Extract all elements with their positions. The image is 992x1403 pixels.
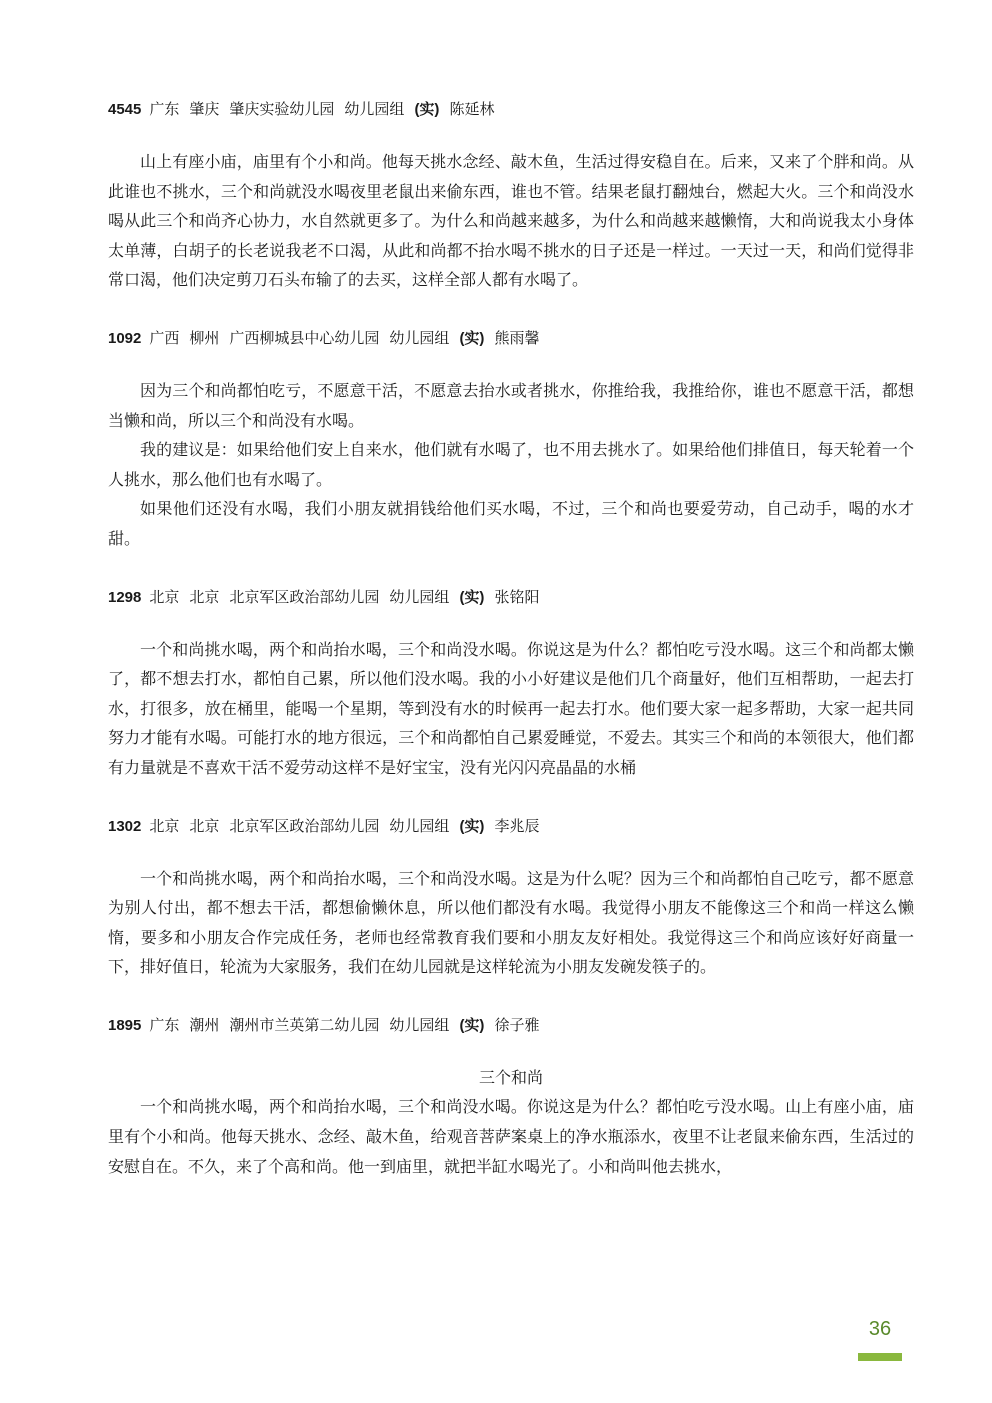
entry-paragraph: 山上有座小庙，庙里有个小和尚。他每天挑水念经、敲木鱼，生活过得安稳自在。后来，又来了个胖和尚。从此谁也不挑水，三个和尚就没水喝夜里老鼠出来偷东西，谁也不管。结果老鼠打翻烛台，燃起大火。三个和尚没水喝从此三个和尚齐心协力，水自然就更多了。为什么和尚越来越多，为什么和尚越来越懒惰，大和尚说我太小身体太单薄，白胡子的长老说我老不口渴，从此和尚都不抬水喝不挑水的日子还是一样过。一天过一天，和尚们觉得非常口渴，他们决定剪刀石头布输了的去买，这样全部人都有水喝了。 [108, 152, 914, 290]
entry-paragraph: 因为三个和尚都怕吃亏，不愿意干活，不愿意去抬水或者挑水，你推给我，我推给你，谁也不愿意干活，都想当懒和尚，所以三个和尚没有水喝。 [108, 380, 914, 430]
entry-author: 张铭阳 [494, 587, 540, 606]
entry-tag: (实) [459, 329, 485, 347]
entry-province: 广西 [149, 328, 180, 347]
entry-city: 肇庆 [189, 100, 220, 118]
entry-province: 北京 [149, 816, 180, 835]
entry-number: 1302 [108, 817, 142, 835]
entry-header [108, 96, 914, 123]
entry-school: 北京军区政治部幼儿园 [229, 816, 380, 835]
entry-header [108, 1012, 914, 1039]
entry-number: 1298 [108, 588, 142, 606]
entry [108, 96, 914, 295]
entry-header [108, 325, 914, 352]
entry-group: 幼儿园组 [344, 100, 405, 118]
entry-city: 北京 [189, 587, 220, 606]
entry-paragraph: 一个和尚挑水喝，两个和尚抬水喝，三个和尚没水喝。你说这是为什么？都怕吃亏没水喝。这三个和尚都太懒了，都不想去打水，都怕自己累，所以他们没水喝。我的小小好建议是他们几个商量好，他们互相帮助，一起去打水，打很多，放在桶里，能喝一个星期，等到没有水的时候再一起去打水。他们要大家一起多帮助，大家一起共同努力才能有水喝。可能打水的地方很远，三个和尚都怕自己累爱睡觉，不爱去。其实三个和尚的本领很大，他们都有力量就是不喜欢干活不爱劳动这样不是好宝宝，没有光闪闪亮晶晶的水桶 [108, 639, 914, 777]
entry-province: 北京 [149, 587, 180, 606]
entry-school: 北京军区政治部幼儿园 [229, 587, 380, 606]
page-number-bar [858, 1353, 902, 1361]
document-page [108, 96, 914, 1211]
entry-author: 陈延林 [449, 100, 495, 118]
entry [108, 584, 914, 783]
entry-group: 幼儿园组 [389, 587, 450, 606]
entry-body [108, 1063, 914, 1181]
entry-author: 李兆辰 [494, 816, 540, 835]
entry-body [108, 635, 914, 783]
entry-header [108, 584, 914, 611]
entry-paragraph: 一个和尚挑水喝，两个和尚抬水喝，三个和尚没水喝。你说这是为什么？都怕吃亏没水喝。山上有座小庙，庙里有个小和尚。他每天挑水、念经、敲木鱼，给观音菩萨案桌上的净水瓶添水，夜里不让老鼠来偷东西，生活过的安慰自在。不久，来了个高和尚。他一到庙里，就把半缸水喝光了。小和尚叫他去挑水， [108, 1097, 914, 1176]
entry-tag: (实) [459, 1016, 485, 1034]
entry-author: 徐子雅 [494, 1015, 540, 1034]
entry-tag: (实) [459, 588, 485, 606]
entry-paragraph: 如果他们还没有水喝，我们小朋友就捐钱给他们买水喝，不过，三个和尚也要爱劳动，自己动手，喝的水才甜。 [108, 499, 914, 548]
entry-group: 幼儿园组 [389, 328, 450, 347]
entry-tag: (实) [414, 101, 440, 118]
entry-body [108, 147, 914, 295]
entry-paragraph: 一个和尚挑水喝，两个和尚抬水喝，三个和尚没水喝。这是为什么呢？因为三个和尚都怕自己吃亏，都不愿意为别人付出，都不想去干活，都想偷懒休息，所以他们都没有水喝。我觉得小朋友不能像这三个和尚一样这么懒惰，要多和小朋友合作完成任务，老师也经常教育我们要和小朋友友好相处。我觉得这三个和尚应该好好商量一下，排好值日，轮流为大家服务，我们在幼儿园就是这样轮流为小朋友发碗发筷子的。 [108, 868, 914, 977]
entry-city: 北京 [189, 816, 220, 835]
entry-group: 幼儿园组 [389, 1015, 450, 1034]
essay-title: 三个和尚 [478, 1067, 543, 1087]
entry [108, 813, 914, 982]
entry-body [108, 376, 914, 554]
page-number: 36 [868, 1318, 892, 1340]
entry-header [108, 813, 914, 840]
entry-author: 熊雨馨 [494, 328, 540, 347]
entry-city: 潮州 [189, 1015, 220, 1034]
entry-city: 柳州 [189, 328, 220, 347]
entry-province: 广东 [149, 1015, 180, 1034]
entry-province: 广东 [149, 100, 180, 118]
entry [108, 1012, 914, 1181]
entry-paragraph: 我的建议是：如果给他们安上自来水，他们就有水喝了，也不用去挑水了。如果给他们排值日，每天轮着一个人挑水，那么他们也有水喝了。 [108, 440, 914, 489]
entry-number: 4545 [108, 101, 142, 118]
entry-school: 肇庆实验幼儿园 [229, 100, 335, 118]
entry-number: 1092 [108, 329, 142, 347]
entry [108, 325, 914, 554]
entry-body [108, 864, 914, 982]
entry-number: 1895 [108, 1016, 142, 1034]
entry-school: 广西柳城县中心幼儿园 [229, 328, 380, 347]
entry-school: 潮州市兰英第二幼儿园 [229, 1015, 380, 1034]
entry-tag: (实) [459, 817, 485, 835]
entry-group: 幼儿园组 [389, 816, 450, 835]
